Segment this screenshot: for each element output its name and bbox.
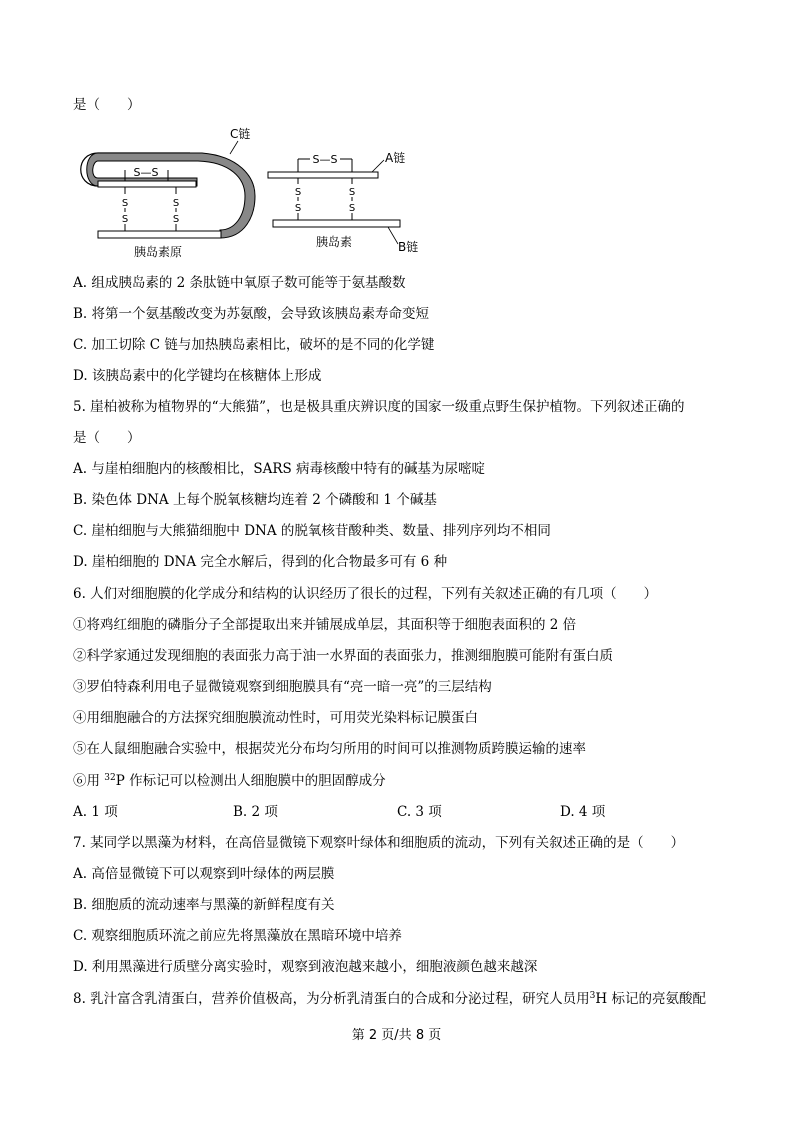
q7-option-b: B. 细胞质的流动速率与黑藻的新鲜程度有关	[73, 897, 335, 913]
q6-stem: 6. 人们对细胞膜的化学成分和结构的认识经历了很长的过程，下列有关叙述正确的有几项（ ）	[73, 586, 658, 602]
q5-option-c: C. 崖柏细胞与大熊猫细胞中 DNA 的脱氧核苷酸种类、数量、排列序列均不相同	[73, 523, 551, 539]
q8-stem-post: H 标记的亮氨酸配	[595, 991, 706, 1007]
q6-item-6	[73, 772, 386, 790]
q6-item-4: ④用细胞融合的方法探究细胞膜流动性时，可用荧光染料标记膜蛋白	[73, 710, 478, 726]
q7-stem: 7. 某同学以黑藻为材料，在高倍显微镜下观察叶绿体和细胞质的流动，下列有关叙述正确的是（ ）	[73, 835, 685, 851]
proinsulin-intra-ss: S—S	[133, 166, 159, 179]
q8-stem-pre: 8. 乳汁富含乳清蛋白，营养价值极高，为分析乳清蛋白的合成和分泌过程，研究人员用	[73, 991, 590, 1007]
q8-stem-sup: 3	[589, 991, 596, 1001]
q8-stem	[73, 990, 706, 1008]
q5-stem-1: 5. 崖柏被称为植物界的“大熊猫”，也是极具重庆辨识度的国家一级重点野生保护植物。下列叙述正确的	[73, 399, 685, 415]
insulin-intra-ss: S—S	[312, 153, 338, 166]
q6-item-3: ③罗伯特森利用电子显微镜观察到细胞膜具有“亮一暗一亮”的三层结构	[73, 679, 492, 695]
proinsulin-s2-top: S	[172, 198, 180, 209]
proinsulin-b-chain	[98, 231, 221, 238]
c-chain-fill	[87, 153, 255, 238]
insulin-s1-bot: S	[294, 203, 302, 214]
label-b-chain: B链	[398, 240, 419, 254]
insulin-a-chain	[268, 172, 378, 178]
proinsulin-a-chain	[98, 181, 196, 187]
q5-option-a: A. 与崖柏细胞内的核酸相比，SARS 病毒核酸中特有的碱基为尿嘧啶	[73, 461, 486, 477]
insulin-diagram	[70, 126, 420, 260]
label-a-chain: A链	[385, 151, 406, 165]
page-footer: 第 2 页/共 8 页	[351, 1028, 442, 1043]
q6-item-6-sup: 32	[104, 773, 116, 783]
q5-option-b: B. 染色体 DNA 上每个脱氧核糖均连着 2 个磷酸和 1 个碱基	[73, 492, 437, 508]
q4-option-c: C. 加工切除 C 链与加热胰岛素相比，破坏的是不同的化学键	[73, 337, 435, 353]
proinsulin-s2-bot: S	[172, 214, 180, 225]
q4-stem-tail: 是（ ）	[73, 97, 141, 113]
proinsulin-s1-top: S	[121, 198, 129, 209]
q6-option-c: C. 3 项	[397, 804, 442, 820]
q7-option-d: D. 利用黑藻进行质壁分离实验时，观察到液泡越来越小，细胞液颜色越来越深	[73, 959, 538, 975]
q6-item-6-post: P 作标记可以检测出人细胞膜中的胆固醇成分	[115, 773, 386, 789]
q4-option-b: B. 将第一个氨基酸改变为苏氨酸，会导致该胰岛素寿命变短	[73, 306, 430, 322]
q7-option-a: A. 高倍显微镜下可以观察到叶绿体的两层膜	[73, 866, 335, 882]
q5-option-d: D. 崖柏细胞的 DNA 完全水解后，得到的化合物最多可有 6 种	[73, 554, 448, 570]
label-insulin: 胰岛素	[316, 235, 353, 249]
label-proinsulin: 胰岛素原	[134, 245, 183, 259]
q6-option-d: D. 4 项	[560, 804, 606, 820]
q6-item-5: ⑤在人鼠细胞融合实验中，根据荧光分布均匀所用的时间可以推测物质跨膜运输的速率	[73, 741, 586, 757]
q4-option-a: A. 组成胰岛素的 2 条肽链中氧原子数可能等于氨基酸数	[73, 275, 406, 291]
q7-option-c: C. 观察细胞质环流之前应先将黑藻放在黑暗环境中培养	[73, 928, 402, 944]
q6-option-a: A. 1 项	[73, 804, 118, 820]
label-c-chain: C链	[230, 127, 251, 141]
q6-item-1: ①将鸡红细胞的磷脂分子全部提取出来并铺展成单层，其面积等于细胞表面积的 2 倍	[73, 617, 577, 633]
insulin-s2-bot: S	[348, 203, 356, 214]
insulin-b-chain	[273, 220, 400, 227]
proinsulin-s1-bot: S	[121, 214, 129, 225]
insulin-s1-top: S	[294, 187, 302, 198]
insulin-s2-top: S	[348, 187, 356, 198]
q6-item-2: ②科学家通过发现细胞的表面张力高于油一水界面的表面张力，推测细胞膜可能附有蛋白质	[73, 648, 613, 664]
q6-option-b: B. 2 项	[233, 804, 278, 820]
q6-item-6-pre: ⑥用	[73, 773, 105, 789]
q4-option-d: D. 该胰岛素中的化学键均在核糖体上形成	[73, 368, 322, 384]
q5-stem-2: 是（ ）	[73, 430, 141, 446]
